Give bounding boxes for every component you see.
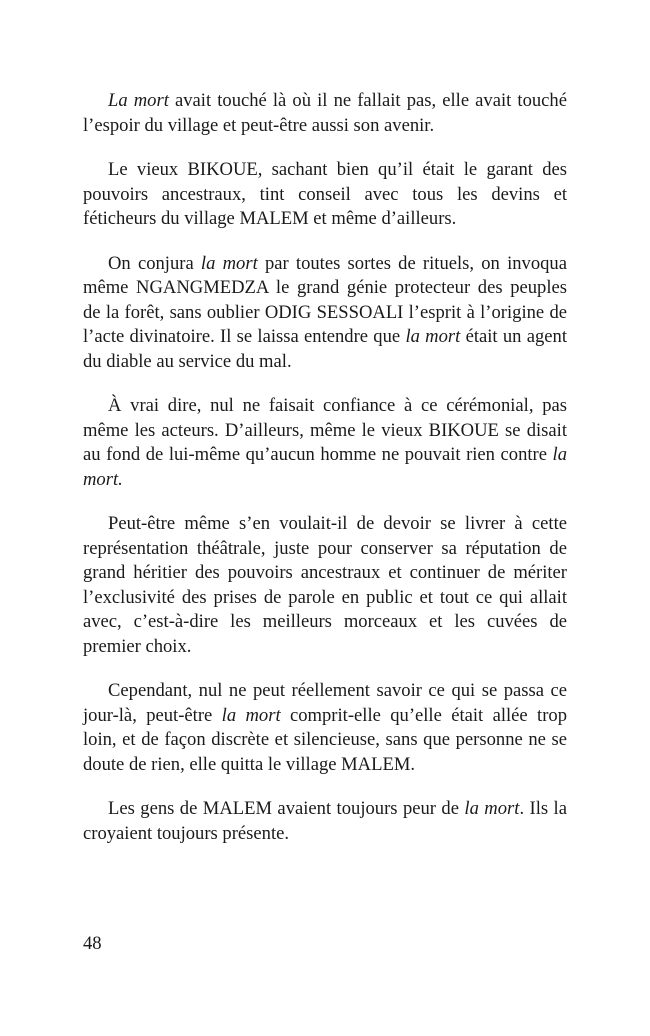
paragraph-6 — [83, 679, 567, 777]
paragraph-3 — [83, 252, 567, 375]
paragraph-4 — [83, 394, 567, 492]
emphasis: La mort — [108, 90, 169, 111]
paragraph-7 — [83, 797, 567, 846]
text-run: Peut-être même s’en voulait-il de devoir se livrer à cette représentation théâtrale, juste pour conserver sa réputation de grand héritier des pouvoirs ancestraux et continuer de mériter l’exclusivité des prises de parole en public et tout ce qui allait avec, c’est-à-dire les meilleurs morceaux et les cuvées de premier choix. — [83, 513, 567, 657]
paragraph-2 — [83, 158, 567, 232]
text-run: par toutes sortes de rituels, on invoqua même NGANGMEDZA le grand génie protecteur des peuples de la forêt, sans oublier ODIG SESSOALI l’esprit à l’origine de l’acte divinatoire. Il se laissa entendre que — [83, 252, 567, 347]
text-run: Cependant, nul ne peut réellement savoir ce qui se passa ce jour-là, peut-être — [83, 680, 567, 726]
emphasis: la mort. — [83, 444, 567, 490]
text-run: On conjura — [108, 252, 201, 274]
text-run: comprit-elle qu’elle était allée trop loin, et de façon discrète et silencieuse, sans que personne ne se doute de rien, elle quitta le village MALEM. — [83, 704, 568, 775]
text-run: Les gens de MALEM avaient toujours peur de — [108, 798, 465, 819]
text-run: Le vieux BIKOUE, sachant bien qu’il était le garant des pouvoirs ancestraux, tint conseil avec tous les devins et féticheurs du village MALEM et même d’ailleurs. — [83, 159, 567, 229]
paragraph-1 — [83, 89, 567, 138]
emphasis: la mort — [221, 704, 281, 726]
text-run: À vrai dire, nul ne faisait confiance à ce cérémonial, pas même les acteurs. D’ailleurs, même le vieux BIKOUE se disait au fond de lui-même qu’aucun homme ne pouvait rien contre — [83, 395, 567, 465]
text-run: . Ils la croyaient toujours présente. — [83, 798, 567, 844]
text-run: était un agent du diable au service du mal. — [83, 326, 568, 372]
emphasis: la mort — [200, 252, 258, 274]
text-run: avait touché là où il ne fallait pas, elle avait touché l’espoir du village et peut-être aussi son avenir. — [83, 90, 567, 136]
page-body — [83, 89, 567, 866]
emphasis: la mort — [464, 798, 520, 819]
emphasis: la mort — [405, 326, 461, 347]
page-number: 48 — [83, 933, 102, 954]
paragraph-5 — [83, 512, 567, 659]
